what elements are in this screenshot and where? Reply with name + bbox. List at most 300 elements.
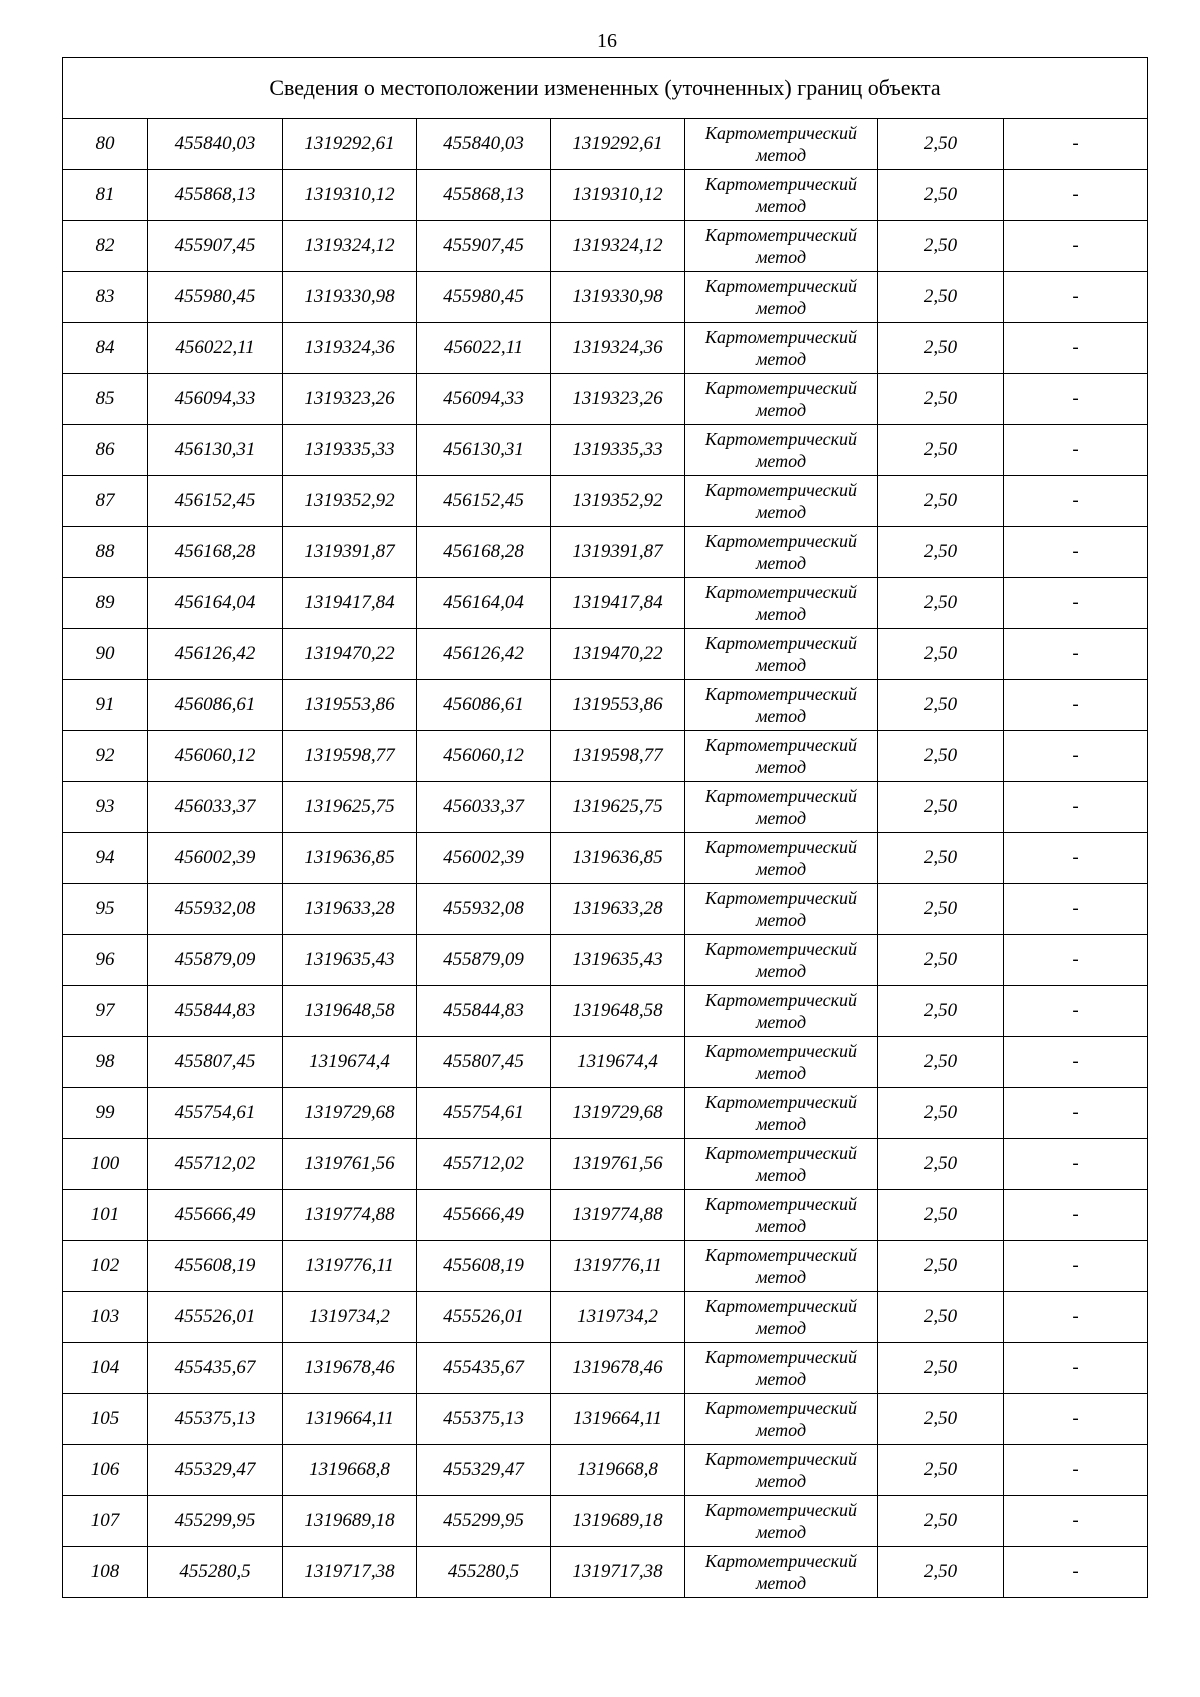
table-row	[63, 425, 1148, 476]
x-refined-cell: 455868,13	[417, 170, 551, 221]
x-refined-cell: 456168,28	[417, 527, 551, 578]
table-row	[63, 884, 1148, 935]
point-number-cell: 103	[63, 1292, 148, 1343]
page-number: 16	[597, 30, 617, 52]
point-number-cell: 86	[63, 425, 148, 476]
table-row	[63, 986, 1148, 1037]
x-refined-cell: 455807,45	[417, 1037, 551, 1088]
description-cell: -	[1004, 323, 1148, 374]
y-refined-cell: 1319470,22	[551, 629, 685, 680]
table-row	[63, 1241, 1148, 1292]
method-cell	[685, 884, 878, 935]
method-cell	[685, 1394, 878, 1445]
point-number-cell: 82	[63, 221, 148, 272]
x-refined-cell: 455844,83	[417, 986, 551, 1037]
x-refined-cell: 455608,19	[417, 1241, 551, 1292]
accuracy-cell: 2,50	[878, 1547, 1004, 1598]
method-line-1: Картометрический	[704, 378, 857, 398]
method-cell	[685, 221, 878, 272]
y-existing-cell: 1319636,85	[283, 833, 417, 884]
description-cell: -	[1004, 1241, 1148, 1292]
description-cell: -	[1004, 1190, 1148, 1241]
y-refined-cell: 1319323,26	[551, 374, 685, 425]
x-existing-cell: 455980,45	[148, 272, 283, 323]
description-cell: -	[1004, 221, 1148, 272]
description-cell: -	[1004, 1139, 1148, 1190]
method-line-1: Картометрический	[704, 684, 857, 704]
method-cell	[685, 1088, 878, 1139]
x-refined-cell: 455375,13	[417, 1394, 551, 1445]
method-line-1: Картометрический	[704, 1500, 857, 1520]
table-row	[63, 119, 1148, 170]
method-line-2: метод	[755, 604, 807, 624]
description-cell: -	[1004, 935, 1148, 986]
y-existing-cell: 1319674,4	[283, 1037, 417, 1088]
y-existing-cell: 1319776,11	[283, 1241, 417, 1292]
y-existing-cell: 1319664,11	[283, 1394, 417, 1445]
description-cell: -	[1004, 1496, 1148, 1547]
method-cell	[685, 1037, 878, 1088]
point-number-cell: 92	[63, 731, 148, 782]
y-refined-cell: 1319553,86	[551, 680, 685, 731]
point-number-cell: 106	[63, 1445, 148, 1496]
y-existing-cell: 1319729,68	[283, 1088, 417, 1139]
y-refined-cell: 1319633,28	[551, 884, 685, 935]
description-cell: -	[1004, 884, 1148, 935]
table-row	[63, 476, 1148, 527]
method-line-2: метод	[755, 400, 807, 420]
method-line-1: Картометрический	[704, 1551, 857, 1571]
point-number-cell: 87	[63, 476, 148, 527]
x-existing-cell: 456060,12	[148, 731, 283, 782]
method-cell	[685, 1496, 878, 1547]
method-cell	[685, 425, 878, 476]
x-refined-cell: 456126,42	[417, 629, 551, 680]
x-existing-cell: 456126,42	[148, 629, 283, 680]
accuracy-cell: 2,50	[878, 425, 1004, 476]
method-line-1: Картометрический	[704, 837, 857, 857]
table-row	[63, 1547, 1148, 1598]
description-cell: -	[1004, 986, 1148, 1037]
table-row	[63, 527, 1148, 578]
method-cell	[685, 1445, 878, 1496]
method-line-1: Картометрический	[704, 1092, 857, 1112]
y-existing-cell: 1319352,92	[283, 476, 417, 527]
description-cell: -	[1004, 578, 1148, 629]
accuracy-cell: 2,50	[878, 1496, 1004, 1547]
point-number-cell: 95	[63, 884, 148, 935]
description-cell: -	[1004, 1343, 1148, 1394]
y-refined-cell: 1319729,68	[551, 1088, 685, 1139]
y-existing-cell: 1319323,26	[283, 374, 417, 425]
description-cell: -	[1004, 527, 1148, 578]
table-row	[63, 272, 1148, 323]
description-cell: -	[1004, 374, 1148, 425]
method-cell	[685, 272, 878, 323]
point-number-cell: 88	[63, 527, 148, 578]
description-cell: -	[1004, 833, 1148, 884]
method-line-2: метод	[755, 247, 807, 267]
method-cell	[685, 680, 878, 731]
method-cell	[685, 476, 878, 527]
method-cell	[685, 1190, 878, 1241]
table-row	[63, 323, 1148, 374]
point-number-cell: 97	[63, 986, 148, 1037]
x-existing-cell: 455435,67	[148, 1343, 283, 1394]
method-line-1: Картометрический	[704, 276, 857, 296]
point-number-cell: 91	[63, 680, 148, 731]
description-cell: -	[1004, 1088, 1148, 1139]
x-existing-cell: 456094,33	[148, 374, 283, 425]
point-number-cell: 108	[63, 1547, 148, 1598]
method-line-2: метод	[755, 910, 807, 930]
method-cell	[685, 1139, 878, 1190]
method-line-1: Картометрический	[704, 429, 857, 449]
x-refined-cell: 455879,09	[417, 935, 551, 986]
method-line-2: метод	[755, 1522, 807, 1542]
y-refined-cell: 1319352,92	[551, 476, 685, 527]
x-existing-cell: 455375,13	[148, 1394, 283, 1445]
method-line-2: метод	[755, 1573, 807, 1593]
point-number-cell: 96	[63, 935, 148, 986]
table-row	[63, 1394, 1148, 1445]
table-row	[63, 1292, 1148, 1343]
x-refined-cell: 455754,61	[417, 1088, 551, 1139]
x-existing-cell: 456130,31	[148, 425, 283, 476]
table-title: Сведения о местоположении измененных (уточненных) границ объекта	[63, 58, 1148, 119]
accuracy-cell: 2,50	[878, 1190, 1004, 1241]
y-refined-cell: 1319717,38	[551, 1547, 685, 1598]
method-line-2: метод	[755, 196, 807, 216]
accuracy-cell: 2,50	[878, 221, 1004, 272]
method-line-1: Картометрический	[704, 1449, 857, 1469]
method-line-2: метод	[755, 298, 807, 318]
x-existing-cell: 455840,03	[148, 119, 283, 170]
method-cell	[685, 1292, 878, 1343]
accuracy-cell: 2,50	[878, 1445, 1004, 1496]
description-cell: -	[1004, 476, 1148, 527]
description-cell: -	[1004, 1547, 1148, 1598]
x-refined-cell: 455907,45	[417, 221, 551, 272]
y-existing-cell: 1319598,77	[283, 731, 417, 782]
y-existing-cell: 1319335,33	[283, 425, 417, 476]
method-line-1: Картометрический	[704, 735, 857, 755]
description-cell: -	[1004, 425, 1148, 476]
y-refined-cell: 1319335,33	[551, 425, 685, 476]
x-existing-cell: 456168,28	[148, 527, 283, 578]
x-existing-cell: 456152,45	[148, 476, 283, 527]
x-refined-cell: 456022,11	[417, 323, 551, 374]
method-cell	[685, 731, 878, 782]
x-existing-cell: 455526,01	[148, 1292, 283, 1343]
accuracy-cell: 2,50	[878, 1292, 1004, 1343]
method-line-2: метод	[755, 961, 807, 981]
x-existing-cell: 455807,45	[148, 1037, 283, 1088]
table-row	[63, 1445, 1148, 1496]
y-existing-cell: 1319324,12	[283, 221, 417, 272]
accuracy-cell: 2,50	[878, 1394, 1004, 1445]
point-number-cell: 84	[63, 323, 148, 374]
table-row	[63, 1088, 1148, 1139]
y-existing-cell: 1319417,84	[283, 578, 417, 629]
method-cell	[685, 629, 878, 680]
x-existing-cell: 456022,11	[148, 323, 283, 374]
method-line-1: Картометрический	[704, 123, 857, 143]
method-line-1: Картометрический	[704, 531, 857, 551]
accuracy-cell: 2,50	[878, 833, 1004, 884]
y-refined-cell: 1319330,98	[551, 272, 685, 323]
y-existing-cell: 1319391,87	[283, 527, 417, 578]
method-line-2: метод	[755, 451, 807, 471]
method-line-2: метод	[755, 1420, 807, 1440]
method-line-2: метод	[755, 757, 807, 777]
description-cell: -	[1004, 170, 1148, 221]
x-existing-cell: 455712,02	[148, 1139, 283, 1190]
x-refined-cell: 455329,47	[417, 1445, 551, 1496]
description-cell: -	[1004, 731, 1148, 782]
accuracy-cell: 2,50	[878, 323, 1004, 374]
y-refined-cell: 1319310,12	[551, 170, 685, 221]
method-line-1: Картометрический	[704, 939, 857, 959]
y-refined-cell: 1319689,18	[551, 1496, 685, 1547]
y-existing-cell: 1319625,75	[283, 782, 417, 833]
accuracy-cell: 2,50	[878, 1343, 1004, 1394]
x-existing-cell: 455299,95	[148, 1496, 283, 1547]
table-row	[63, 731, 1148, 782]
accuracy-cell: 2,50	[878, 272, 1004, 323]
method-cell	[685, 833, 878, 884]
method-line-2: метод	[755, 145, 807, 165]
y-refined-cell: 1319734,2	[551, 1292, 685, 1343]
method-line-2: метод	[755, 1165, 807, 1185]
y-refined-cell: 1319635,43	[551, 935, 685, 986]
x-existing-cell: 455868,13	[148, 170, 283, 221]
method-line-1: Картометрический	[704, 1296, 857, 1316]
y-existing-cell: 1319330,98	[283, 272, 417, 323]
point-number-cell: 85	[63, 374, 148, 425]
method-line-2: метод	[755, 1114, 807, 1134]
method-cell	[685, 986, 878, 1037]
method-line-2: метод	[755, 349, 807, 369]
point-number-cell: 100	[63, 1139, 148, 1190]
table-row	[63, 1343, 1148, 1394]
method-line-2: метод	[755, 1267, 807, 1287]
boundary-coordinates-table	[62, 57, 1148, 1598]
table-row	[63, 629, 1148, 680]
method-line-1: Картометрический	[704, 1398, 857, 1418]
y-refined-cell: 1319674,4	[551, 1037, 685, 1088]
x-existing-cell: 455879,09	[148, 935, 283, 986]
method-line-1: Картометрический	[704, 582, 857, 602]
method-line-1: Картометрический	[704, 1347, 857, 1367]
table-row	[63, 374, 1148, 425]
accuracy-cell: 2,50	[878, 170, 1004, 221]
point-number-cell: 107	[63, 1496, 148, 1547]
description-cell: -	[1004, 782, 1148, 833]
description-cell: -	[1004, 680, 1148, 731]
table-row	[63, 1496, 1148, 1547]
method-line-1: Картометрический	[704, 225, 857, 245]
x-existing-cell: 455666,49	[148, 1190, 283, 1241]
accuracy-cell: 2,50	[878, 986, 1004, 1037]
method-cell	[685, 527, 878, 578]
y-refined-cell: 1319417,84	[551, 578, 685, 629]
method-line-2: метод	[755, 706, 807, 726]
point-number-cell: 80	[63, 119, 148, 170]
method-cell	[685, 935, 878, 986]
y-existing-cell: 1319635,43	[283, 935, 417, 986]
x-refined-cell: 455280,5	[417, 1547, 551, 1598]
x-refined-cell: 456002,39	[417, 833, 551, 884]
x-existing-cell: 456164,04	[148, 578, 283, 629]
x-refined-cell: 456164,04	[417, 578, 551, 629]
method-line-1: Картометрический	[704, 1143, 857, 1163]
method-cell	[685, 1241, 878, 1292]
method-line-1: Картометрический	[704, 480, 857, 500]
point-number-cell: 105	[63, 1394, 148, 1445]
y-existing-cell: 1319553,86	[283, 680, 417, 731]
table-row	[63, 833, 1148, 884]
accuracy-cell: 2,50	[878, 1241, 1004, 1292]
accuracy-cell: 2,50	[878, 680, 1004, 731]
x-existing-cell: 455907,45	[148, 221, 283, 272]
accuracy-cell: 2,50	[878, 629, 1004, 680]
point-number-cell: 83	[63, 272, 148, 323]
point-number-cell: 102	[63, 1241, 148, 1292]
method-cell	[685, 170, 878, 221]
method-line-1: Картометрический	[704, 633, 857, 653]
point-number-cell: 99	[63, 1088, 148, 1139]
accuracy-cell: 2,50	[878, 884, 1004, 935]
description-cell: -	[1004, 119, 1148, 170]
y-refined-cell: 1319625,75	[551, 782, 685, 833]
y-existing-cell: 1319668,8	[283, 1445, 417, 1496]
y-refined-cell: 1319668,8	[551, 1445, 685, 1496]
method-line-2: метод	[755, 553, 807, 573]
method-cell	[685, 782, 878, 833]
point-number-cell: 89	[63, 578, 148, 629]
accuracy-cell: 2,50	[878, 374, 1004, 425]
x-refined-cell: 456152,45	[417, 476, 551, 527]
y-existing-cell: 1319678,46	[283, 1343, 417, 1394]
y-refined-cell: 1319776,11	[551, 1241, 685, 1292]
x-existing-cell: 456086,61	[148, 680, 283, 731]
point-number-cell: 98	[63, 1037, 148, 1088]
description-cell: -	[1004, 1037, 1148, 1088]
y-refined-cell: 1319636,85	[551, 833, 685, 884]
accuracy-cell: 2,50	[878, 527, 1004, 578]
x-refined-cell: 455712,02	[417, 1139, 551, 1190]
y-existing-cell: 1319633,28	[283, 884, 417, 935]
method-line-2: метод	[755, 1318, 807, 1338]
y-refined-cell: 1319292,61	[551, 119, 685, 170]
x-existing-cell: 455608,19	[148, 1241, 283, 1292]
method-cell	[685, 1547, 878, 1598]
x-refined-cell: 456130,31	[417, 425, 551, 476]
y-refined-cell: 1319664,11	[551, 1394, 685, 1445]
y-existing-cell: 1319774,88	[283, 1190, 417, 1241]
y-existing-cell: 1319761,56	[283, 1139, 417, 1190]
method-line-1: Картометрический	[704, 786, 857, 806]
x-existing-cell: 455844,83	[148, 986, 283, 1037]
table-row	[63, 935, 1148, 986]
accuracy-cell: 2,50	[878, 476, 1004, 527]
y-existing-cell: 1319324,36	[283, 323, 417, 374]
y-existing-cell: 1319648,58	[283, 986, 417, 1037]
x-refined-cell: 456094,33	[417, 374, 551, 425]
x-refined-cell: 455435,67	[417, 1343, 551, 1394]
description-cell: -	[1004, 1445, 1148, 1496]
x-existing-cell: 455932,08	[148, 884, 283, 935]
point-number-cell: 104	[63, 1343, 148, 1394]
y-refined-cell: 1319598,77	[551, 731, 685, 782]
y-existing-cell: 1319292,61	[283, 119, 417, 170]
accuracy-cell: 2,50	[878, 731, 1004, 782]
method-line-1: Картометрический	[704, 1245, 857, 1265]
x-refined-cell: 456086,61	[417, 680, 551, 731]
method-cell	[685, 323, 878, 374]
table-row	[63, 221, 1148, 272]
y-existing-cell: 1319734,2	[283, 1292, 417, 1343]
method-line-1: Картометрический	[704, 888, 857, 908]
y-refined-cell: 1319324,36	[551, 323, 685, 374]
accuracy-cell: 2,50	[878, 782, 1004, 833]
point-number-cell: 101	[63, 1190, 148, 1241]
x-refined-cell: 455980,45	[417, 272, 551, 323]
y-refined-cell: 1319761,56	[551, 1139, 685, 1190]
x-refined-cell: 456033,37	[417, 782, 551, 833]
method-line-2: метод	[755, 502, 807, 522]
x-existing-cell: 455329,47	[148, 1445, 283, 1496]
point-number-cell: 90	[63, 629, 148, 680]
accuracy-cell: 2,50	[878, 1088, 1004, 1139]
accuracy-cell: 2,50	[878, 1139, 1004, 1190]
table-row	[63, 782, 1148, 833]
accuracy-cell: 2,50	[878, 119, 1004, 170]
x-refined-cell: 456060,12	[417, 731, 551, 782]
method-line-2: метод	[755, 655, 807, 675]
method-line-2: метод	[755, 859, 807, 879]
x-refined-cell: 455840,03	[417, 119, 551, 170]
method-cell	[685, 578, 878, 629]
description-cell: -	[1004, 1394, 1148, 1445]
point-number-cell: 94	[63, 833, 148, 884]
y-refined-cell: 1319324,12	[551, 221, 685, 272]
description-cell: -	[1004, 272, 1148, 323]
table-row	[63, 170, 1148, 221]
method-line-1: Картометрический	[704, 1041, 857, 1061]
y-refined-cell: 1319774,88	[551, 1190, 685, 1241]
method-line-2: метод	[755, 1063, 807, 1083]
x-refined-cell: 455666,49	[417, 1190, 551, 1241]
y-existing-cell: 1319717,38	[283, 1547, 417, 1598]
table-row	[63, 1139, 1148, 1190]
y-refined-cell: 1319678,46	[551, 1343, 685, 1394]
x-refined-cell: 455932,08	[417, 884, 551, 935]
method-line-2: метод	[755, 808, 807, 828]
method-line-2: метод	[755, 1471, 807, 1491]
table-row	[63, 1037, 1148, 1088]
method-line-1: Картометрический	[704, 327, 857, 347]
method-cell	[685, 119, 878, 170]
description-cell: -	[1004, 1292, 1148, 1343]
x-existing-cell: 455754,61	[148, 1088, 283, 1139]
y-existing-cell: 1319310,12	[283, 170, 417, 221]
y-existing-cell: 1319689,18	[283, 1496, 417, 1547]
method-line-2: метод	[755, 1216, 807, 1236]
method-line-2: метод	[755, 1012, 807, 1032]
accuracy-cell: 2,50	[878, 578, 1004, 629]
